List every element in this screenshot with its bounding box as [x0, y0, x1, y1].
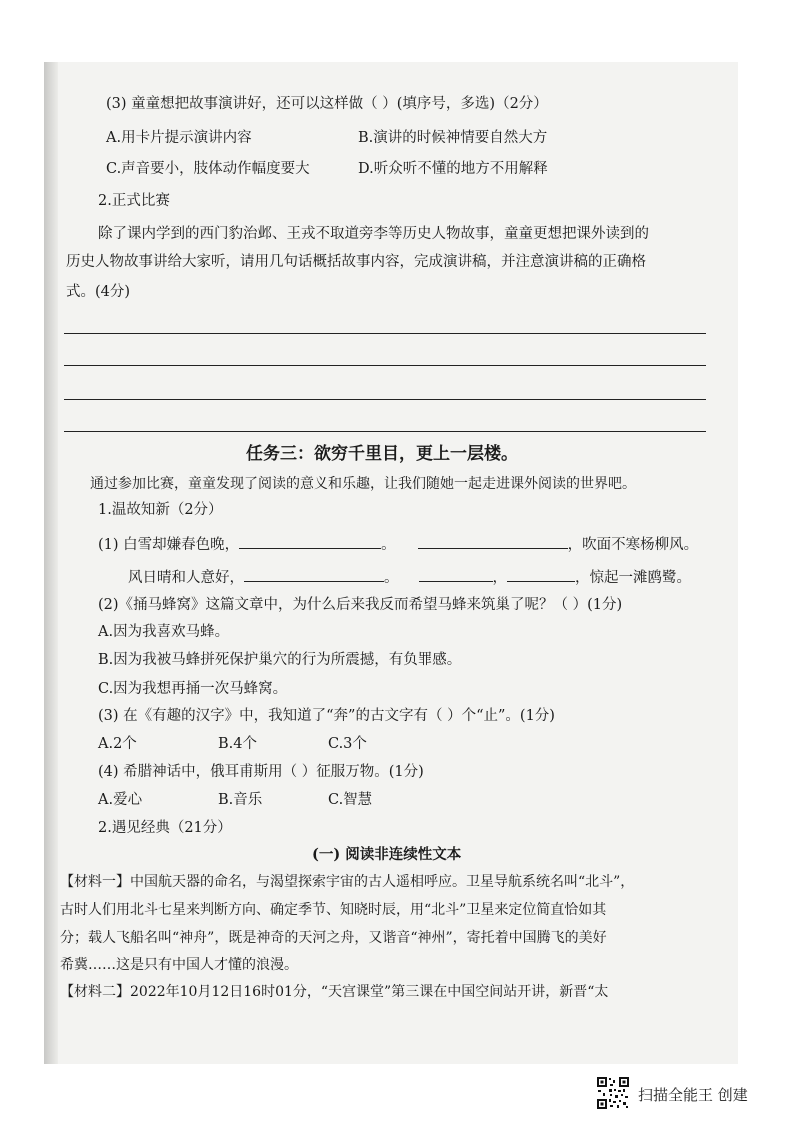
poem2-comma: ， — [492, 570, 507, 586]
material1-line3: 分；载人飞船名叫“神舟”，既是神奇的天河之舟，又谐音“神州”，寄托着中国腾飞的美好 — [60, 930, 607, 946]
task3-intro: 通过参加比赛，童童发现了阅读的意义和乐趣，让我们随她一起走进课外阅读的世界吧。 — [90, 476, 636, 492]
section-title-competition: 2.正式比赛 — [98, 193, 170, 209]
poem1-blank-1[interactable] — [239, 534, 381, 549]
competition-instruction-line2: 历史人物故事讲给大家听，请用几句话概括故事内容，完成演讲稿，并注意演讲稿的正确格 — [66, 254, 646, 270]
poem-line-2 — [128, 567, 691, 588]
q2-option-b: B.因为我被马蜂拼死保护巢穴的行为所震撼，有负罪感。 — [98, 652, 462, 668]
scanner-brand-text: 扫描全能王 创建 — [638, 1086, 748, 1104]
poem-line-1 — [98, 534, 698, 555]
answer-line-1 — [64, 333, 706, 334]
q3-option-d: D.听众听不懂的地方不用解释 — [358, 161, 548, 177]
poem2-blank-2[interactable] — [419, 567, 493, 582]
task3-heading: 任务三：欲穷千里目，更上一层楼。 — [246, 444, 518, 464]
q3-hanzi-option-a: A.2个 — [98, 736, 137, 752]
material1-line2: 古时人们用北斗七星来判断方向、确定季节、知晓时辰，用“北斗”卫星来定位简直恰如其 — [60, 902, 607, 918]
answer-line-4 — [64, 431, 706, 432]
q3-option-a: A.用卡片提示演讲内容 — [106, 130, 252, 146]
poem2-prefix: 风日晴和人意好， — [128, 570, 244, 586]
material1-line4: 希冀……这是只有中国人才懂的浪漫。 — [60, 957, 298, 973]
poem2-suffix: ，惊起一滩鸥鹭。 — [575, 570, 691, 586]
q3-hanzi-question: (3) 在《有趣的汉字》中，我知道了“奔”的古文字有（ ）个“止”。(1分) — [98, 708, 555, 724]
competition-instruction-line1: 除了课内学到的西门豹治邺、王戎不取道旁李等历史人物故事，童童更想把课外读到的 — [98, 226, 649, 242]
material1-line1: 【材料一】中国航天器的命名，与渴望探索宇宙的古人遥相呼应。卫星导航系统名叫“北斗”， — [60, 874, 635, 890]
q4-myth-option-a: A.爱心 — [98, 792, 143, 808]
q4-myth-option-b: B.音乐 — [218, 792, 263, 808]
qr-code-icon — [596, 1076, 630, 1110]
q3-option-b: B.演讲的时候神情要自然大方 — [358, 130, 548, 146]
section-title-classics: 2.遇见经典（21分） — [98, 820, 232, 836]
reading-section-title: (一) 阅读非连续性文本 — [312, 846, 462, 863]
q2-option-a: A.因为我喜欢马蜂。 — [98, 624, 230, 640]
q3-hanzi-option-b: B.4个 — [218, 736, 257, 752]
q3-question: (3) 童童想把故事演讲好，还可以这样做（ ）(填序号，多选)（2分） — [106, 96, 548, 112]
answer-line-2 — [64, 365, 706, 366]
material2-line1: 【材料二】2022年10月12日16时01分，“天宫课堂”第三课在中国空间站开讲，新晋“太 — [60, 984, 609, 1000]
poem2-blank-1[interactable] — [244, 567, 384, 582]
poem2-mid: 。 — [384, 570, 399, 586]
competition-instruction-line3: 式。(4分) — [66, 284, 131, 300]
scanned-page — [44, 62, 738, 1064]
poem1-blank-2[interactable] — [418, 534, 568, 549]
q4-myth-option-c: C.智慧 — [328, 792, 373, 808]
answer-line-3 — [64, 399, 706, 400]
poem1-suffix: ，吹面不寒杨柳风。 — [567, 537, 699, 553]
q4-myth-question: (4) 希腊神话中，俄耳甫斯用（ ）征服万物。(1分) — [98, 764, 424, 780]
q3-option-c: C.声音要小，肢体动作幅度要大 — [106, 161, 310, 177]
q2-question: (2)《捅马蜂窝》这篇文章中，为什么后来我反而希望马蜂来筑巢了呢？（ ）(1分) — [98, 597, 623, 613]
q2-option-c: C.因为我想再捅一次马蜂窝。 — [98, 681, 288, 697]
poem1-prefix: (1) 白雪却嫌春色晚， — [98, 537, 240, 553]
poem2-blank-3[interactable] — [507, 567, 575, 582]
q3-hanzi-option-c: C.3个 — [328, 736, 367, 752]
section-title-review: 1.温故知新（2分） — [98, 502, 223, 518]
poem1-mid: 。 — [381, 537, 396, 553]
scanner-watermark — [596, 1076, 786, 1112]
